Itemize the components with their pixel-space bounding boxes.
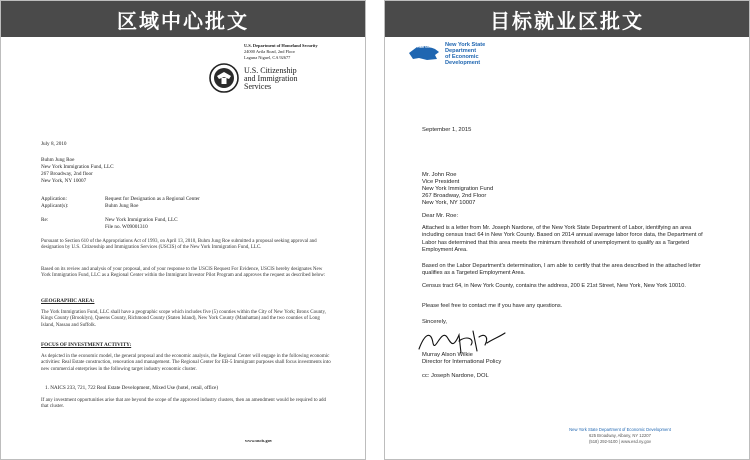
- field-label-re: Re:: [41, 217, 49, 223]
- left-document-panel: [0, 0, 366, 460]
- nysded-name-line-3: of Economic: [445, 54, 479, 60]
- field-value-application: Request for Designation as a Regional Center: [105, 196, 200, 202]
- left-banner: 区域中心批文: [1, 1, 365, 37]
- address-line-2: Vice President: [422, 179, 460, 185]
- address-line-1: Mr. John Roe: [422, 172, 457, 178]
- paragraph-3: Census tract 64, in New York County, contains the address, 200 E 21st Street, New York, New York 10010.: [422, 283, 686, 289]
- nysded-name-line-2: Department: [445, 48, 477, 54]
- uscis-name-line-2: and Immigration: [244, 74, 298, 83]
- address-line-3: 267 Broadway, 2nd floor: [41, 171, 93, 177]
- nysded-name-line-4: Development: [445, 60, 481, 66]
- paragraph-2: Based on its review and analysis of your proposal, and of your response to the USCIS Request For Evidence, USCIS hereby designates New York Immigration Fund, LLC as a Regional Center within the Immigrant Investor Pilot Program and approves the request as described below:: [41, 267, 326, 279]
- nysded-name-line-1: New York State: [445, 42, 486, 48]
- field-value-applicant: Buhm Jung Roe: [105, 203, 139, 209]
- uscis-name-line-1: U.S. Citizenship: [244, 66, 297, 75]
- dhs-header-line-1: U.S. Department of Homeland Security: [244, 43, 318, 48]
- paragraph-1: Pursuant to Section 610 of the Appropriations Act of 1993, on April 13, 2010, Buhm Jung Roe submitted a proposal seeking approval and designation by U.S. Citizenship and Immigration Services (USCIS) of the New York Immigration Fund, LLC.: [41, 239, 317, 251]
- footer-line-3: (518) 292-5100 | www.esd.ny.gov: [589, 439, 651, 444]
- footer-line-1: New York State Department of Economic Development: [569, 427, 671, 432]
- field-label-applicant: Applicant(s):: [41, 203, 69, 209]
- closing: Sincerely,: [422, 319, 448, 325]
- uscis-name-line-3: Services: [244, 82, 272, 91]
- field-label-application: Application:: [41, 196, 67, 202]
- paragraph-1: Attached is a letter from Mr. Joseph Nardone, of the New York State Department of Labor, identifying an area including census tract 64 in New York County. Based on 2014 annual average labor force data, the Department of Labor has determined that this area meets the minimum threshold of unemployment to qualify as a Targeted Employment Area.: [422, 225, 703, 254]
- cc-line: cc: Joseph Nardone, DOL: [422, 373, 489, 379]
- dhs-header-line-3: Laguna Niguel, CA 92677: [244, 55, 291, 60]
- paragraph-4: Please feel free to contact me if you have any questions.: [422, 303, 563, 309]
- paragraph-5: If any investment opportunities arise that are beyond the scope of the approved industry clusters, then an amendment would be required to add that cluster.: [41, 398, 327, 410]
- right-document-panel: [384, 0, 750, 460]
- field-value-file-no: File no. W09001310: [105, 224, 148, 230]
- address-line-2: New York Immigration Fund, LLC: [41, 164, 114, 170]
- dhs-header-line-2: 24000 Avila Road, 2nd Floor: [244, 49, 296, 54]
- address-line-5: New York, NY 10007: [422, 200, 476, 206]
- heading-geographic-area: GEOGRAPHIC AREA:: [41, 298, 95, 304]
- address-line-4: New York, NY 10007: [41, 178, 87, 184]
- address-line-1: Buhm Jung Roe: [41, 157, 75, 163]
- salutation: Dear Mr. Roe:: [422, 213, 459, 219]
- field-value-re: New York Immigration Fund, LLC: [105, 217, 178, 223]
- footer-url: www.uscis.gov: [245, 438, 273, 443]
- naics-item: 1. NAICS 233, 721, 722 Real Estate Development, Mixed Use (hotel, retail, office): [45, 385, 219, 391]
- letter-date: September 1, 2015: [422, 127, 472, 133]
- paragraph-3: The York Immigration Fund, LLC shall have a geographic scope which includes five (5) counties within the City of New York; Bronx County, Kings County (Brooklyn), Queens County, Richmond County (Staten Island), New York County (Manhattan) and the two counties of Long Island, Nassau and Suffolk.: [41, 310, 326, 328]
- footer-line-2: 625 Broadway, Albany, NY 12207: [589, 433, 651, 438]
- signer-title: Director for International Policy: [422, 359, 502, 365]
- heading-focus-investment: FOCUS OF INVESTMENT ACTIVITY:: [41, 342, 132, 348]
- dhs-seal-icon: [209, 63, 239, 93]
- ny-logo-badge: NEW YORK STATE OF OPPORTUNITY: [410, 46, 457, 49]
- paragraph-2: Based on the Labor Department's determination, I am able to certify that the area described in the attached letter qualifies as a Targeted Employment Area.: [422, 263, 701, 277]
- right-banner: 目标就业区批文: [385, 1, 749, 37]
- address-line-3: New York Immigration Fund: [422, 186, 494, 192]
- signer-name: Murray Alson Wilkie: [422, 352, 473, 358]
- paragraph-4: As depicted in the economic model, the general proposal and the economic analysis, the Regional Center will engage in the following economic activities: Real Estate construction, renovation and management. The Regional Center for EB-5 Immigrant purposes shall focus investments into new commercial enterprises in the following target industry economic cluster.: [41, 354, 331, 372]
- address-line-4: 267 Broadway, 2nd Floor: [422, 193, 487, 199]
- letter-date: July 8, 2010: [41, 141, 67, 147]
